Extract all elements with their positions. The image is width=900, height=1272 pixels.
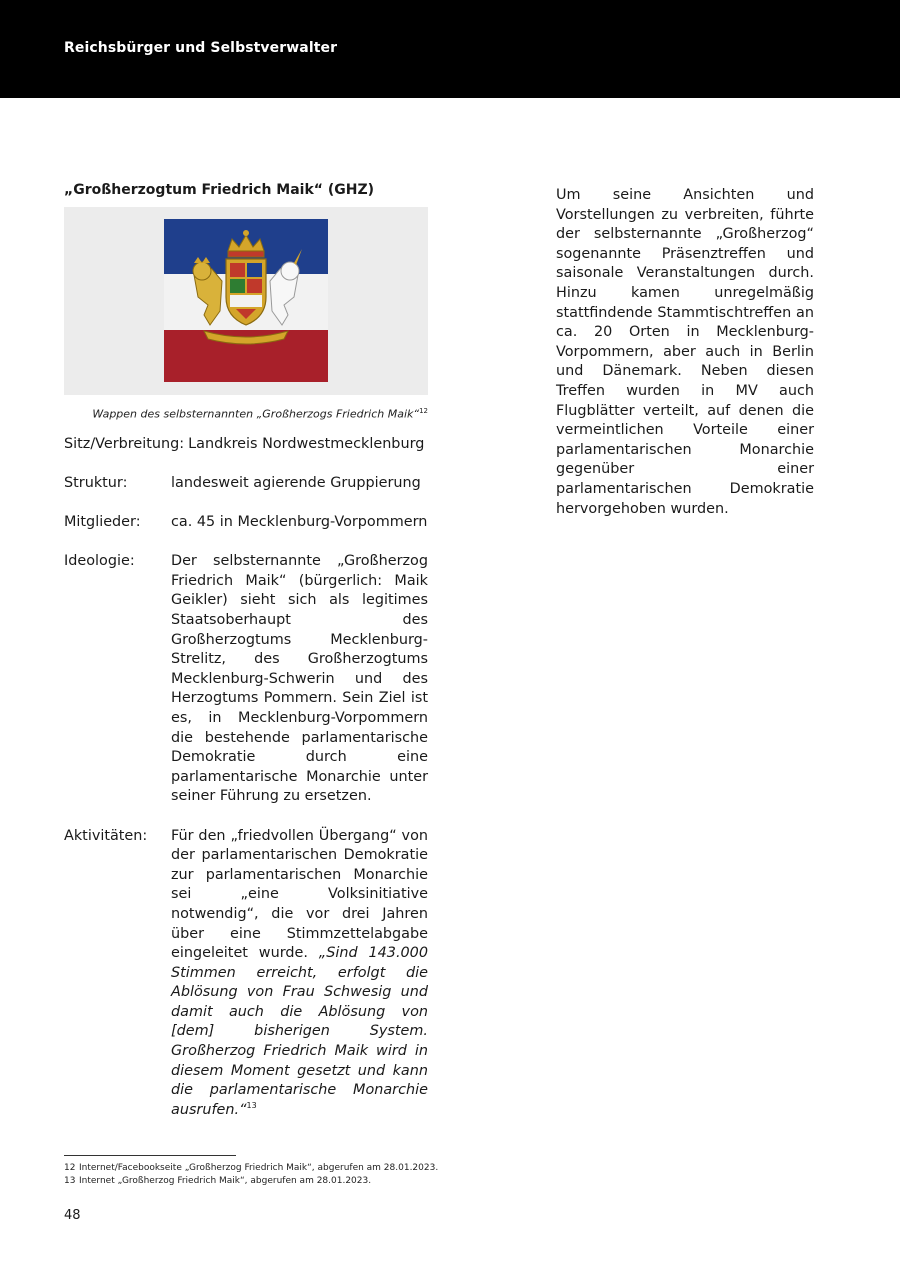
field-value: Der selbsternannte „Großherzog Friedrich Maik“ (bürgerlich: Maik Geikler) sieht sich als legitimes Staatsoberhaupt des Großherzogtums Mecklenburg-Strelitz, des Großherzogtums Mecklenburg-Schwerin und des Herzogtums Pommern. Sein Ziel ist es, in Mecklenburg-Vorpommern die bestehende parlamentarische Demokratie durch eine parlamentarische Monarchie unter seiner Führung zu ersetzen. <box>171 553 428 805</box>
aktivitaeten-text: Für den „friedvollen Übergang“ von der parlamentarischen Demokratie zur parlamentarischen Monarchie sei „eine Volksinitiative notwendig“, die vor drei Jahren über eine Stimmzettelabgabe eingeleitet wurde. <box>171 827 428 962</box>
field-label: Struktur: <box>64 474 128 491</box>
header-title: Reichsbürger und Selbstverwalter <box>64 40 338 56</box>
footnotes <box>64 1162 438 1188</box>
field-struktur <box>64 474 428 494</box>
footnote-ref-13: 13 <box>246 1101 257 1111</box>
footnote-text: Internet/Facebookseite „Großherzog Friedrich Maik“, abgerufen am 28.01.2023. <box>79 1163 439 1173</box>
figure-caption-text: Wappen des selbsternannten „Großherzogs Friedrich Maik“ <box>92 407 420 421</box>
footnote-item <box>64 1162 438 1175</box>
fields-block <box>64 435 428 1121</box>
field-value: ca. 45 in Mecklenburg-Vorpommern <box>171 514 428 531</box>
section-title: „Großherzogtum Friedrich Maik“ (GHZ) <box>64 182 375 198</box>
field-label: Aktivitäten: <box>64 827 148 844</box>
coat-of-arms-image <box>164 219 328 382</box>
footnote-ref-12: 12 <box>419 407 428 415</box>
field-value <box>171 827 428 1121</box>
coat-of-arms-figure <box>64 207 428 395</box>
aktivitaeten-quote: „Sind 143.000 Stimmen erreicht, erfolgt die Ablösung von Frau Schwesig und damit auch die Ablösung von [dem] bisherigen System. Großherzog Friedrich Maik wird in diesem Moment gesetzt und kann die parlamentarische Monarchie ausrufen.“ <box>171 945 428 1118</box>
field-mitglieder <box>64 513 428 533</box>
field-value: Landkreis Nordwestmecklenburg <box>188 435 425 452</box>
footnote-item <box>64 1175 438 1188</box>
field-label: Ideologie: <box>64 553 135 570</box>
header-band <box>0 0 900 98</box>
field-aktivitaeten <box>64 827 428 1121</box>
right-paragraph: Um seine Ansichten und Vorstellungen zu verbreiten, führte der selbsternannte „Großherzog“ sogenannte Präsenztreffen und saisonale Veranstaltungen durch. Hinzu kamen unregelmäßig stattfindende Stammtischtreffen an ca. 20 Orten in Mecklenburg-Vorpommern, aber auch in Berlin und Dänemark. Neben diesen Treffen wurden in MV auch Flugblätter verteilt, auf denen die vermeintlichen Vorteile einer parlamentarischen Monarchie gegenüber einer parlamentarischen Demokratie hervorgehoben wurden. <box>556 187 814 517</box>
right-column <box>556 186 814 519</box>
field-label: Sitz/Verbreitung: <box>64 435 185 452</box>
field-ideologie <box>64 552 428 807</box>
field-label: Mitglieder: <box>64 514 141 531</box>
footnote-number: 13 <box>64 1176 76 1186</box>
left-column <box>64 182 428 1120</box>
footnote-divider <box>64 1155 236 1156</box>
footnote-text: Internet „Großherzog Friedrich Maik“, abgerufen am 28.01.2023. <box>79 1176 372 1186</box>
field-value: landesweit agierende Gruppierung <box>171 474 421 491</box>
field-sitz <box>64 435 428 455</box>
figure-caption <box>64 407 428 421</box>
footnote-number: 12 <box>64 1163 76 1173</box>
page-number: 48 <box>64 1208 81 1223</box>
